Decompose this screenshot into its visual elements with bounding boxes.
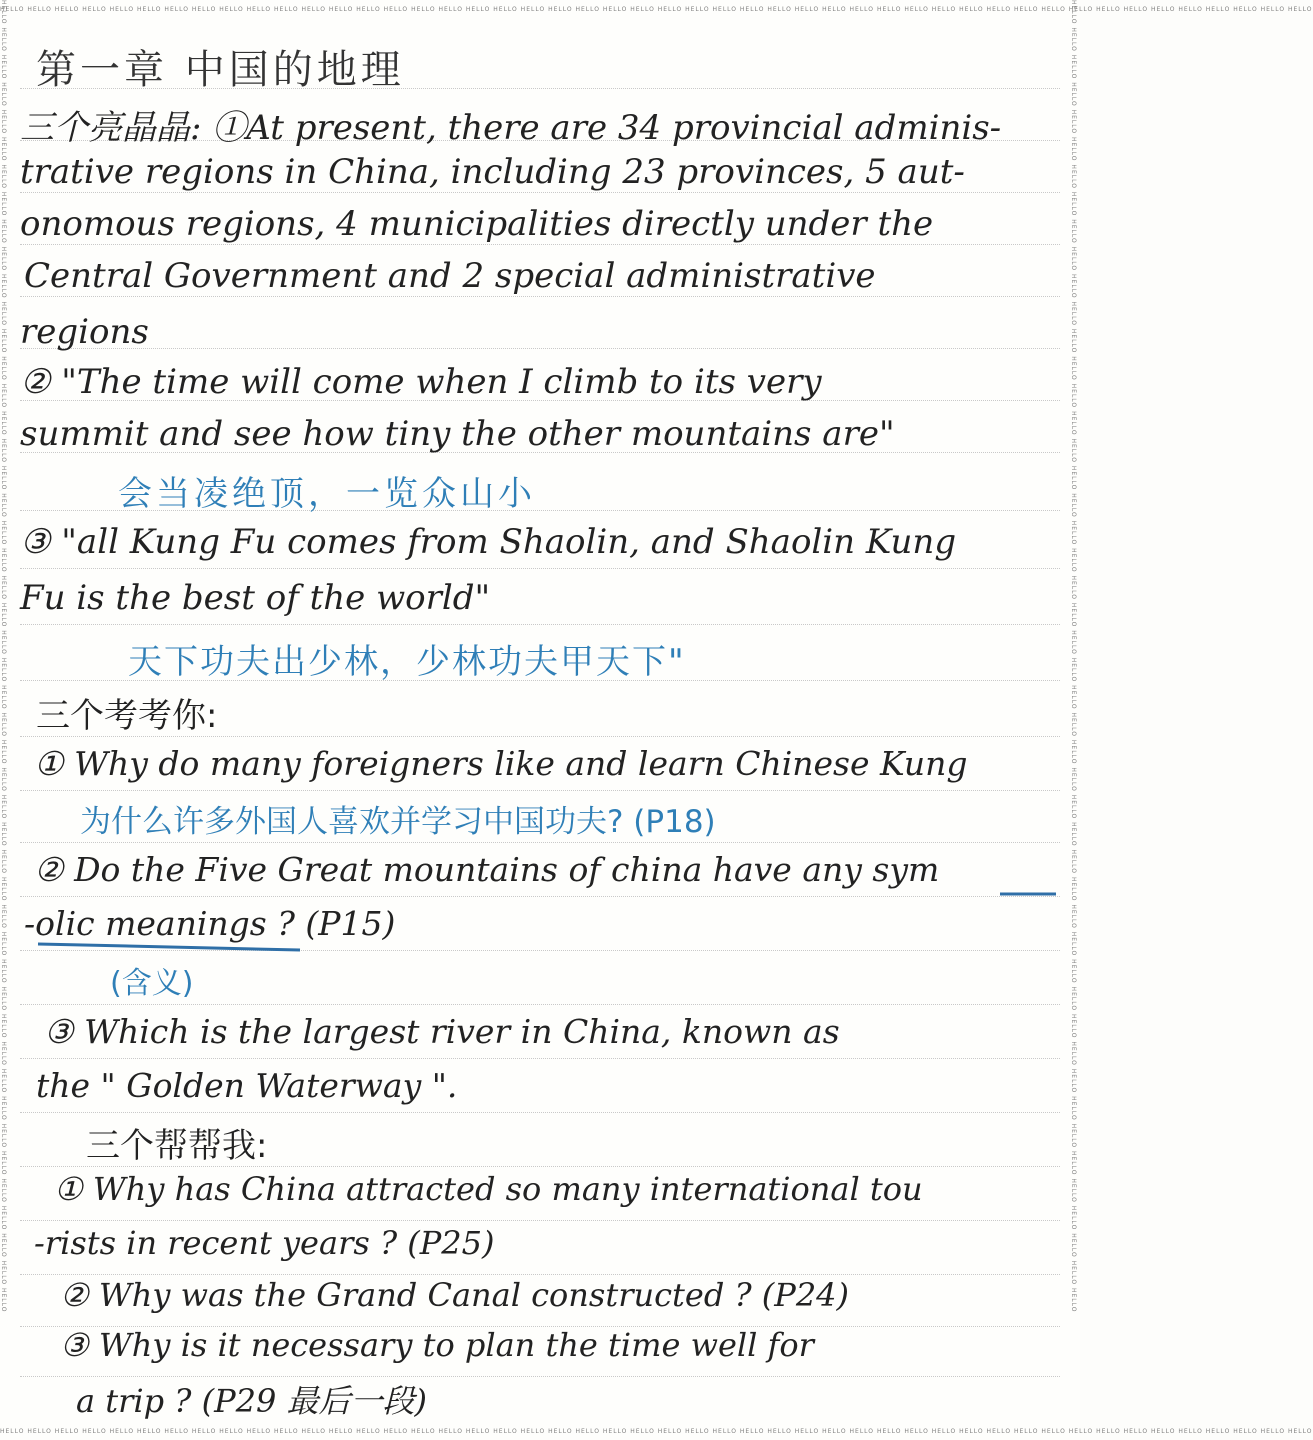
note-line: -rists in recent years ? (P25): [34, 1224, 495, 1262]
note-line: ② Do the Five Great mountains of china have any sym: [34, 850, 940, 889]
chinese-translation: 为什么许多外国人喜欢并学习中国功夫? (P18): [80, 804, 716, 840]
note-line: -olic meanings ? (P15): [24, 904, 396, 943]
note-line: ③ Which is the largest river in China, known as: [44, 1012, 840, 1051]
section-heading: 三个帮帮我:: [86, 1126, 268, 1166]
note-line: ③ "all Kung Fu comes from Shaolin, and Shaolin Kung: [20, 522, 957, 562]
chinese-translation: 会当凌绝顶，一览众山小: [118, 474, 536, 514]
note-line: 三个亮晶晶: ①At present, there are 34 provincial adminis-: [20, 108, 1002, 148]
note-line: Central Government and 2 special administrative: [24, 256, 876, 296]
underline-mark: [38, 944, 300, 950]
border-pattern-right: HELLO HELLO HELLO HELLO HELLO HELLO HELLO HELLO HELLO HELLO HELLO HELLO HELLO HELLO HELLO HELLO HELLO HELLO HELLO HELLO HELLO HELLO HELLO HELLO HELLO HELLO HELLO HELLO HELLO HELLO HELLO HELLO HELLO HELLO HELLO HELLO HELLO HELLO HELLO HELLO HELLO HELLO HELLO HELLO HELLO HELLO HELLO HELLO: [1070, 0, 1077, 1313]
note-line: ③ Why is it necessary to plan the time well for: [60, 1326, 814, 1364]
chapter-title: 第一章 中国的地理: [36, 47, 405, 93]
border-pattern-bottom: HELLO HELLO HELLO HELLO HELLO HELLO HELLO HELLO HELLO HELLO HELLO HELLO HELLO HELLO HELLO HELLO HELLO HELLO HELLO HELLO HELLO HELLO HELLO HELLO HELLO HELLO HELLO HELLO HELLO HELLO HELLO HELLO HELLO HELLO HELLO HELLO HELLO HELLO HELLO HELLO HELLO HELLO HELLO HELLO HELLO HELLO HELLO HELLO: [0, 1428, 1313, 1435]
note-line: ① Why do many foreigners like and learn Chinese Kung: [34, 744, 968, 783]
note-line: regions: [20, 312, 149, 352]
note-line: trative regions in China, including 23 provinces, 5 aut-: [20, 152, 965, 192]
note-line: Fu is the best of the world": [20, 578, 491, 618]
note-line: ② "The time will come when I climb to its very: [20, 362, 822, 402]
border-pattern-top: HELLO HELLO HELLO HELLO HELLO HELLO HELLO HELLO HELLO HELLO HELLO HELLO HELLO HELLO HELLO HELLO HELLO HELLO HELLO HELLO HELLO HELLO HELLO HELLO HELLO HELLO HELLO HELLO HELLO HELLO HELLO HELLO HELLO HELLO HELLO HELLO HELLO HELLO HELLO HELLO HELLO HELLO HELLO HELLO HELLO HELLO HELLO HELLO: [0, 6, 1313, 13]
border-pattern-left: HELLO HELLO HELLO HELLO HELLO HELLO HELLO HELLO HELLO HELLO HELLO HELLO HELLO HELLO HELLO HELLO HELLO HELLO HELLO HELLO HELLO HELLO HELLO HELLO HELLO HELLO HELLO HELLO HELLO HELLO HELLO HELLO HELLO HELLO HELLO HELLO HELLO HELLO HELLO HELLO HELLO HELLO HELLO HELLO HELLO HELLO HELLO HELLO: [0, 0, 7, 1313]
note-line: ① Why has China attracted so many international tou: [54, 1170, 923, 1208]
note-line: the " Golden Waterway ".: [36, 1066, 458, 1105]
note-line: a trip ? (P29 最后一段): [76, 1382, 428, 1420]
section-heading: 三个考考你:: [36, 696, 218, 736]
note-line: summit and see how tiny the other mountains are": [20, 414, 895, 454]
chinese-translation: 天下功夫出少林，少林功夫甲天下": [128, 642, 686, 682]
note-line: ② Why was the Grand Canal constructed ? (P24): [60, 1276, 850, 1314]
chinese-annotation: (含义): [110, 966, 194, 1001]
note-line: onomous regions, 4 municipalities directly under the: [20, 204, 934, 244]
